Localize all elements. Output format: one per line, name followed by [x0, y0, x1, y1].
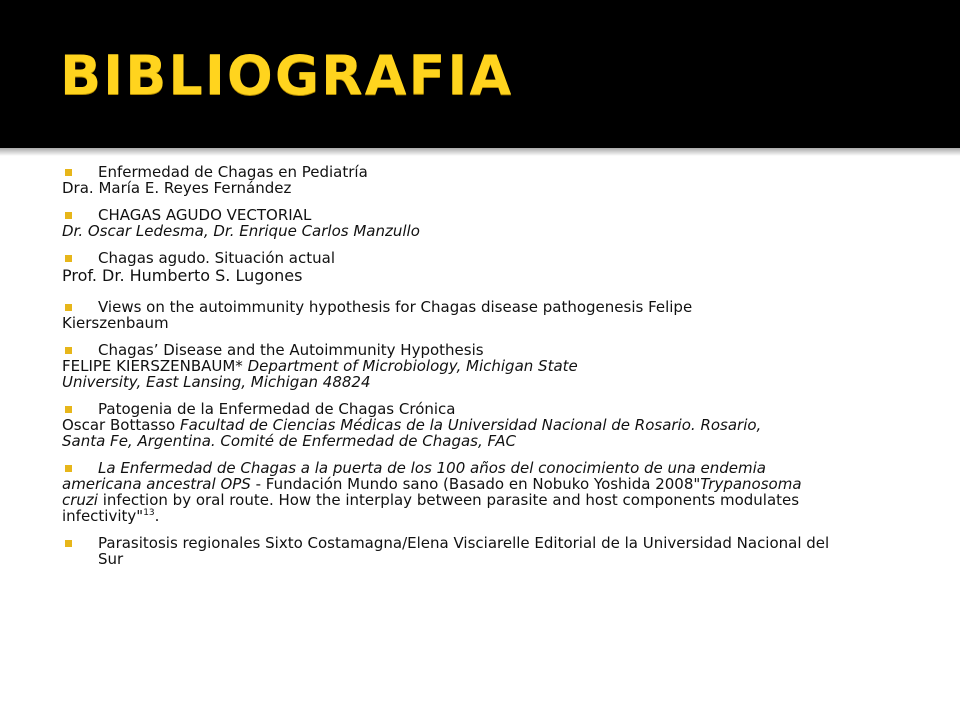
reference-item — [62, 342, 922, 390]
reference-item — [62, 299, 922, 331]
reference-title: Enfermedad de Chagas en Pediatría — [98, 163, 368, 181]
author-affiliation: Facultad de Ciencias Médicas de la Universidad Nacional de Rosario. Rosario, — [175, 416, 762, 434]
bullet-icon — [65, 465, 72, 472]
bullet-icon — [65, 212, 72, 219]
reference-title-cont: Sur — [98, 550, 124, 568]
reference-list — [62, 164, 922, 578]
reference-author: Kierszenbaum — [62, 314, 169, 332]
reference-item — [62, 164, 922, 196]
reference-title: Chagas agudo. Situación actual — [98, 249, 335, 267]
reference-author: Prof. Dr. Humberto S. Lugones — [62, 266, 303, 285]
author-affiliation-cont: Santa Fe, Argentina. Comité de Enfermedad de Chagas, FAC — [62, 432, 516, 450]
title-band — [0, 0, 960, 148]
reference-author — [62, 358, 922, 374]
bullet-icon — [65, 540, 72, 547]
reference-line: infectivity"$^{13}$. — [62, 507, 160, 525]
author-affiliation: Department of Microbiology, Michigan State — [242, 357, 578, 375]
bullet-icon — [65, 169, 72, 176]
title-divider — [0, 148, 960, 156]
reference-title: CHAGAS AGUDO VECTORIAL — [98, 206, 312, 224]
reference-item — [62, 207, 922, 239]
reference-author: Dra. María E. Reyes Fernández — [62, 179, 292, 197]
author-affiliation-cont: University, East Lansing, Michigan 48824 — [62, 373, 371, 391]
bullet-icon — [65, 255, 72, 262]
reference-title: Parasitosis regionales Sixto Costamagna/Elena Visciarelle Editorial de la Universidad Nacional del — [98, 534, 830, 552]
bullet-icon — [65, 304, 72, 311]
bullet-icon — [65, 406, 72, 413]
reference-item — [62, 401, 922, 449]
reference-item — [62, 250, 922, 286]
reference-title: La Enfermedad de Chagas a la puerta de los 100 años del conocimiento de una endemia — [98, 459, 766, 477]
bullet-icon — [65, 347, 72, 354]
reference-line: americana ancestral OPS - Fundación Mundo sano (Basado en Nobuko Yoshida 2008"Trypanosoma — [62, 475, 802, 493]
reference-author: Dr. Oscar Ledesma, Dr. Enrique Carlos Manzullo — [62, 222, 420, 240]
reference-title: Chagas’ Disease and the Autoimmunity Hypothesis — [98, 341, 484, 359]
reference-item — [62, 460, 922, 524]
author-name: Oscar Bottasso — [62, 416, 176, 434]
reference-author — [62, 417, 922, 433]
reference-line: cruzi infection by oral route. How the interplay between parasite and host components modulates — [62, 491, 800, 509]
reference-title: Views on the autoimmunity hypothesis for Chagas disease pathogenesis Felipe — [98, 298, 693, 316]
reference-title: Patogenia de la Enfermedad de Chagas Crónica — [98, 400, 456, 418]
author-name: FELIPE KIERSZENBAUM* — [62, 357, 243, 375]
content-area — [0, 156, 960, 720]
reference-item — [62, 535, 922, 567]
slide-title: BIBLIOGRAFIA — [60, 44, 514, 107]
